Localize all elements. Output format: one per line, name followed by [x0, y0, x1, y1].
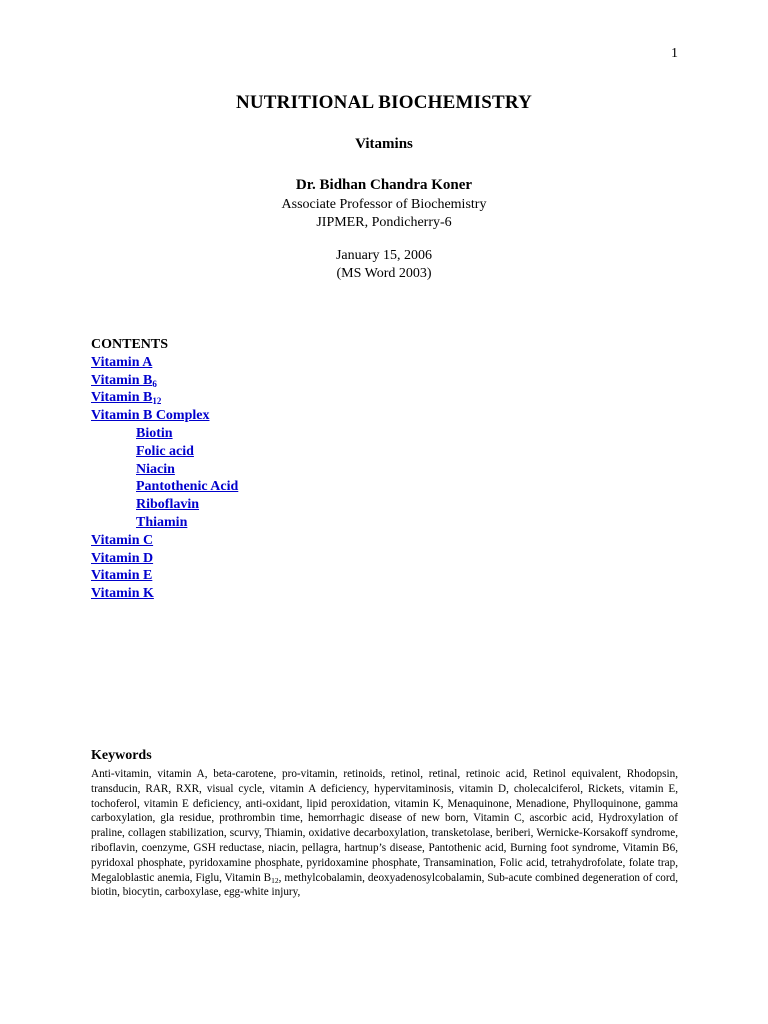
toc-link-vitamin-a[interactable]: Vitamin A: [91, 354, 153, 370]
toc-link-biotin[interactable]: Biotin: [136, 425, 173, 441]
document-title: NUTRITIONAL BIOCHEMISTRY: [235, 92, 533, 113]
date-block: [0, 247, 768, 283]
contents-heading: CONTENTS: [91, 337, 169, 352]
toc-link-riboflavin[interactable]: Riboflavin: [136, 497, 200, 513]
author-name: Dr. Bidhan Chandra Koner: [295, 177, 473, 193]
toc-link-vitamin-b6[interactable]: Vitamin $B_6$: [91, 372, 157, 389]
toc-link-vitamin-e[interactable]: Vitamin E: [91, 568, 153, 584]
toc-link-vitamin-b-complex[interactable]: Vitamin B Complex: [91, 408, 210, 424]
toc-link-folic-acid[interactable]: Folic acid: [136, 443, 194, 459]
keywords-text: Anti-vitamin, vitamin A, beta-carotene, pro-vitamin, retinoids, retinol, retinal, retinoic acid, Retinol equivalent, Rhodopsin, transducin, RAR, RXR, visual cycle, vitamin A deficiency, hypervitaminosis, vitamin D, cholecalciferol, Rickets, vitamin E, tochoferol, vitamin E deficiency, anti-oxidant, lipid peroxidation, vitamin K, Menaquinone, Menadione, Phylloquinone, gamma carboxylation, gla residue, prothrombin time, hemorrhagic disease of new born, Vitamin C, ascorbic acid, Hydroxylation of praline, collagen stabilization, scurvy, Thiamin, oxidative decarboxylation, transketolase, beriberi, Wernicke-Korsakoff syndrome, riboflavin, coenzyme, GSH reductase, niacin, pellagra, hartnup’s disease, Pantothenic acid, Burning foot syndrome, Vitamin B6, pyridoxal phosphate, pyridoxamine phosphate, pyridoxamine phosphate, Transamination, Folic acid, tetrahydrofolate, folate trap, Megaloblastic anemia, Figlu, Vitamin $B_{12}$, methylcobalamin, deoxyadenosylcobalamin, Sub-acute combined degeneration of cord, biotin, biocytin, carboxylase, egg-white injury,: [91, 768, 678, 899]
keywords-section: [91, 748, 678, 900]
page-number: 1: [671, 46, 678, 61]
toc-link-thiamin[interactable]: Thiamin: [136, 514, 188, 530]
table-of-contents: [91, 336, 238, 603]
keywords-heading: Keywords: [91, 748, 152, 763]
author-position: Associate Professor of Biochemistry: [281, 197, 487, 212]
author-institution: JIPMER, Pondicherry-6: [316, 215, 452, 230]
toc-link-niacin[interactable]: Niacin: [136, 461, 175, 477]
document-subtitle: Vitamins: [355, 136, 413, 152]
toc-link-vitamin-b12[interactable]: Vitamin $B_{12}$: [91, 390, 162, 407]
document-format: (MS Word 2003): [336, 266, 432, 281]
toc-link-vitamin-c[interactable]: Vitamin C: [91, 532, 154, 548]
document-date: January 15, 2006: [335, 248, 433, 263]
author-block: [0, 176, 768, 232]
toc-link-vitamin-k[interactable]: Vitamin K: [91, 586, 154, 602]
toc-link-pantothenic-acid[interactable]: Pantothenic Acid: [136, 479, 239, 495]
toc-link-vitamin-d[interactable]: Vitamin D: [91, 550, 154, 566]
